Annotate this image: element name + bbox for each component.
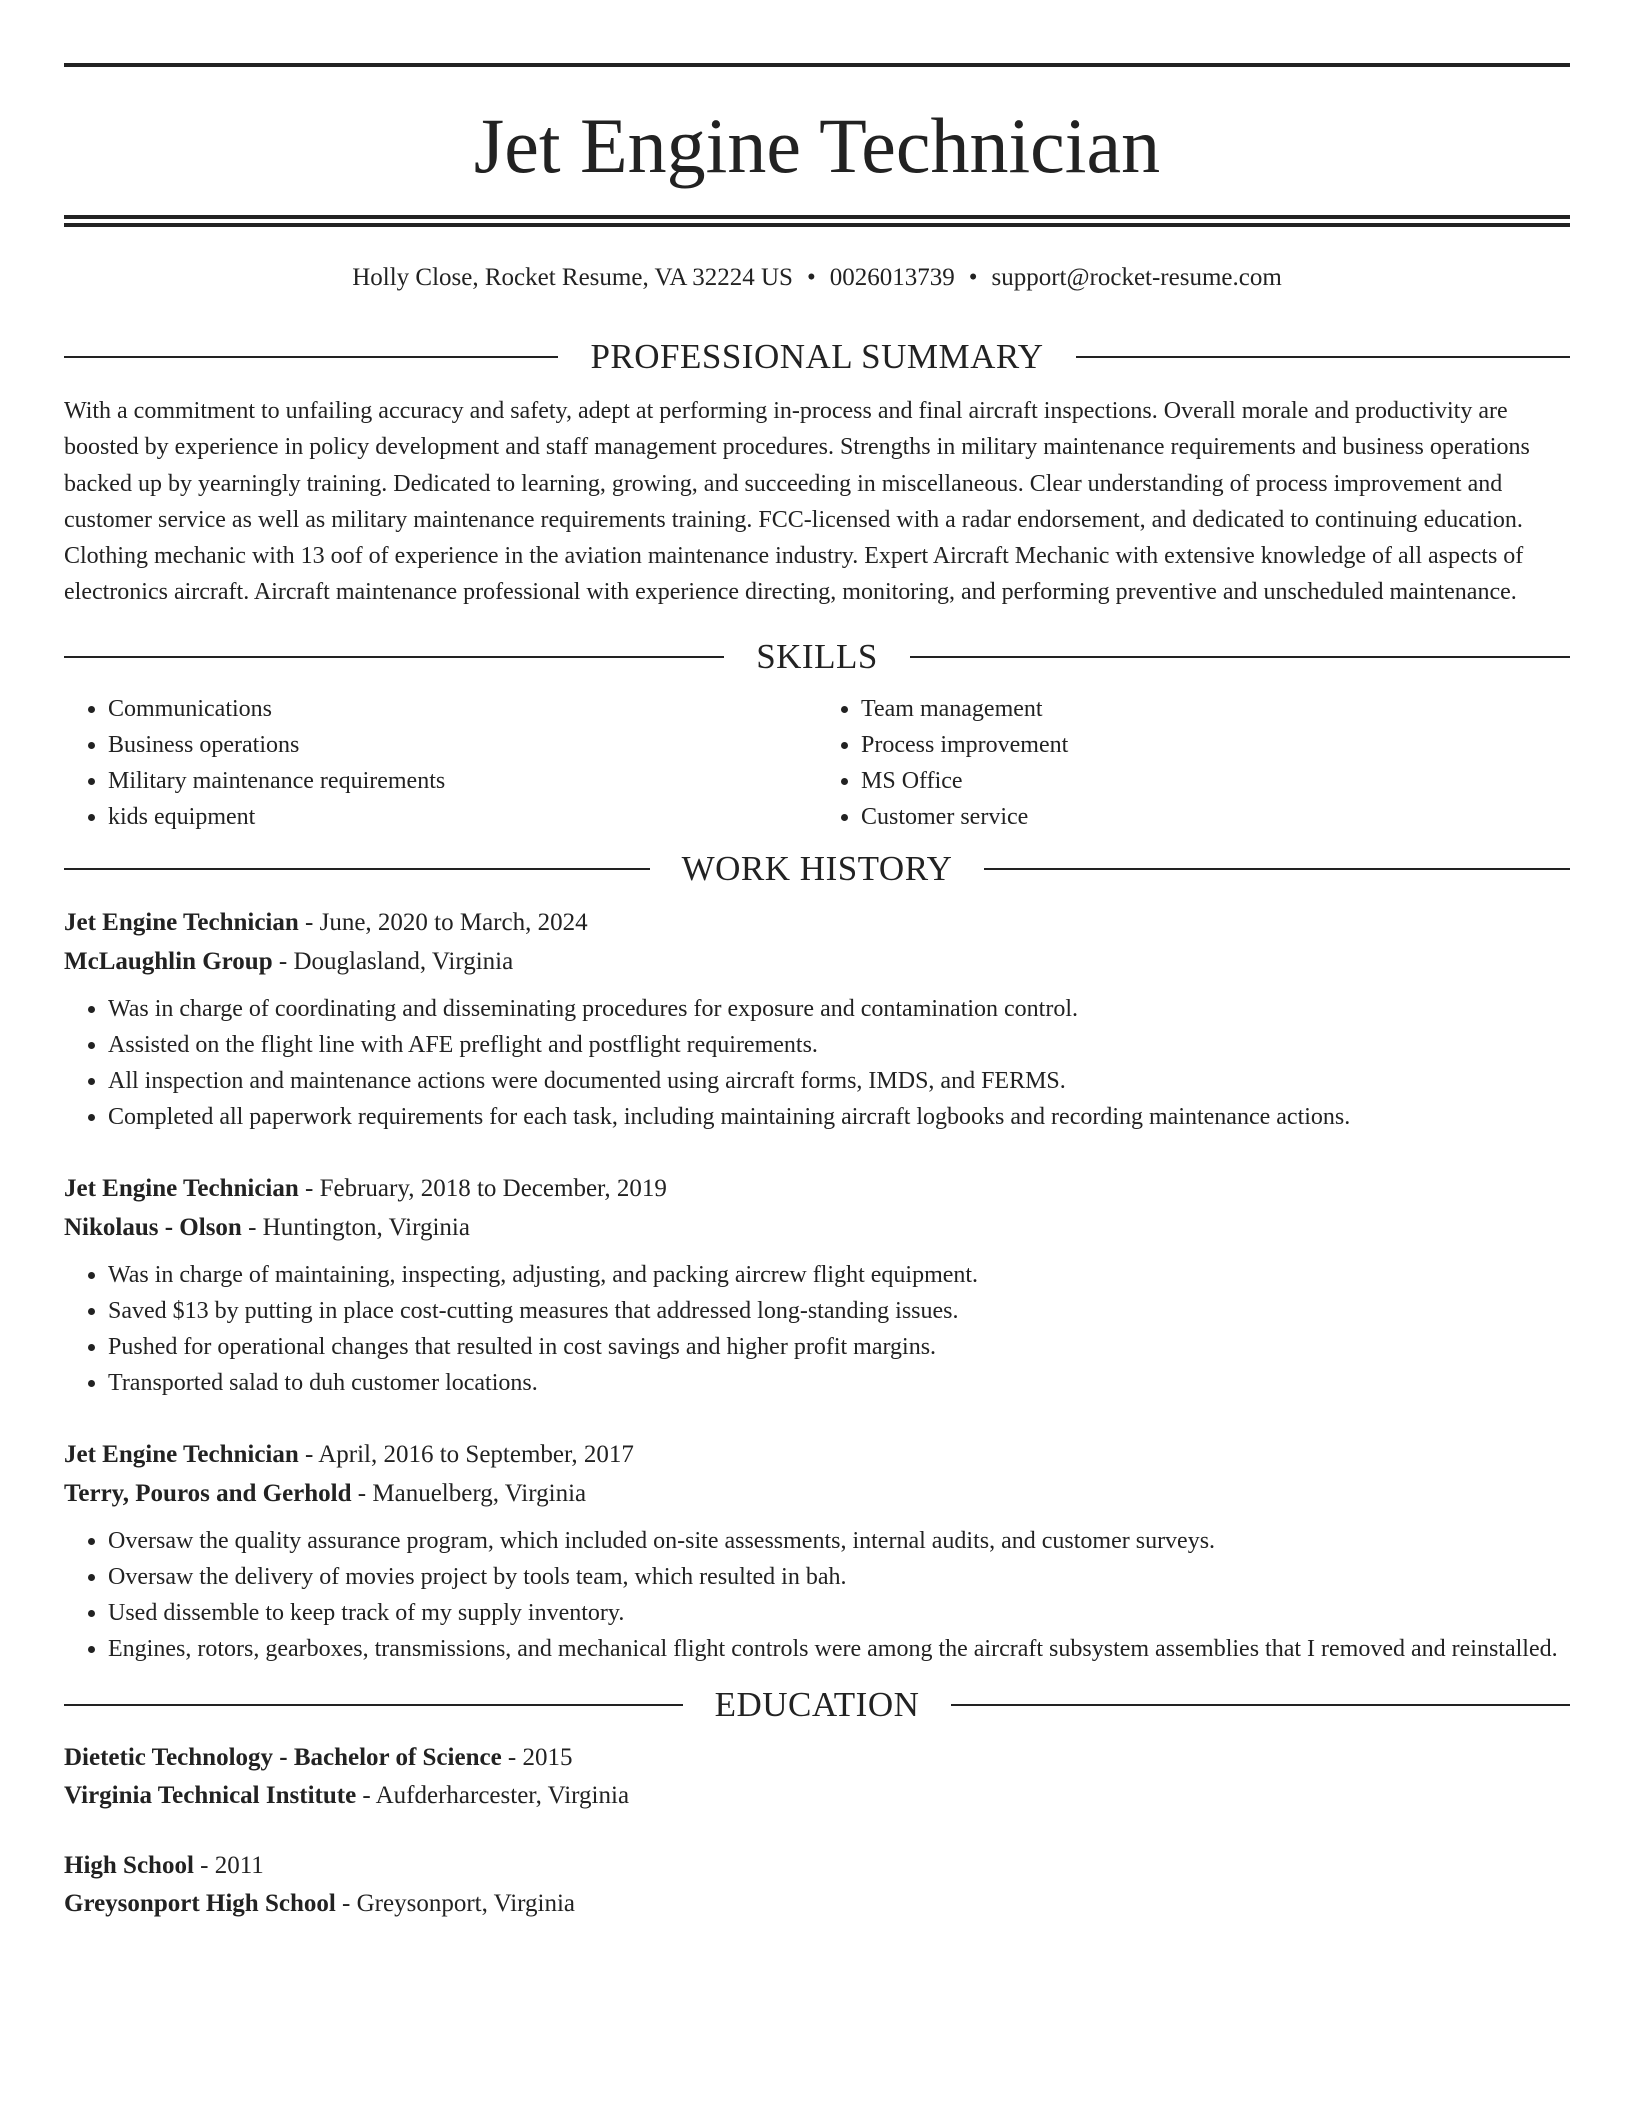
contact-separator: • <box>806 264 816 291</box>
job-bullet: • Pushed for operational changes that resulted in cost savings and higher profit margins. <box>108 1329 1570 1365</box>
job-bullet: • All inspection and maintenance actions were documented using aircraft forms, IMDS, and FERMS. <box>108 1063 1570 1099</box>
job-dates: - June, 2020 to March, 2024 <box>298 908 588 936</box>
education-year: - 2015 <box>501 1743 573 1771</box>
job-bullet: • Completed all paperwork requirements for each task, including maintaining aircraft logbooks and recording maintenance actions. <box>108 1099 1570 1135</box>
header-double-rule <box>64 215 1570 227</box>
resume-name: Jet Engine Technician <box>473 102 1161 189</box>
contact-line <box>64 263 1570 293</box>
job-bullet: • Engines, rotors, gearboxes, transmissions, and mechanical flight controls were among the aircraft subsystem assemblies that I removed and reinstalled. <box>108 1631 1570 1667</box>
education-entry <box>64 1739 1570 1815</box>
skills-column-left <box>64 691 817 835</box>
job-bullet: • Saved $13 by putting in place cost-cutting measures that addressed long-standing issues. <box>108 1293 1570 1329</box>
skill-item: • kids equipment <box>108 799 817 835</box>
heading-rule <box>64 868 650 870</box>
education-school-line <box>64 1885 1570 1923</box>
job-bullet: • Oversaw the quality assurance program, which included on-site assessments, internal audits, and customer surveys. <box>108 1523 1570 1559</box>
summary-title: PROFESSIONAL SUMMARY <box>590 337 1044 376</box>
job-title-line <box>64 903 1570 942</box>
contact-address: Holly Close, Rocket Resume, VA 32224 US <box>352 264 793 291</box>
education-degree-line <box>64 1847 1570 1885</box>
job-title: Jet Engine Technician <box>64 1440 299 1468</box>
job-location: - Manuelberg, Virginia <box>351 1479 587 1507</box>
skill-item: • Process improvement <box>861 727 1570 763</box>
job-entry <box>64 1169 1570 1401</box>
job-company: Nikolaus - Olson <box>64 1213 242 1241</box>
summary-heading <box>64 337 1570 377</box>
job-title-line <box>64 1169 1570 1208</box>
job-company-line <box>64 1474 1570 1513</box>
skill-item: • Customer service <box>861 799 1570 835</box>
work-heading <box>64 849 1570 889</box>
job-bullet: • Oversaw the delivery of movies project by tools team, which resulted in bah. <box>108 1559 1570 1595</box>
job-title: Jet Engine Technician <box>64 1174 299 1202</box>
skills-title: SKILLS <box>756 636 878 676</box>
skill-item: • Business operations <box>108 727 817 763</box>
education-title: EDUCATION <box>714 1684 920 1724</box>
education-school: Greysonport High School <box>64 1889 336 1917</box>
education-school: Virginia Technical Institute <box>64 1781 357 1809</box>
job-location: - Huntington, Virginia <box>241 1213 470 1241</box>
work-title: WORK HISTORY <box>681 848 953 888</box>
skill-item: • Military maintenance requirements <box>108 763 817 799</box>
education-heading <box>64 1685 1570 1725</box>
job-bullets <box>64 1257 1570 1401</box>
job-entry <box>64 1435 1570 1667</box>
job-title-line <box>64 1435 1570 1474</box>
job-bullets <box>64 1523 1570 1667</box>
contact-phone: 0026013739 <box>829 264 955 291</box>
heading-rule <box>64 656 724 658</box>
heading-rule <box>64 356 558 358</box>
education-location: - Greysonport, Virginia <box>335 1889 576 1917</box>
heading-rule <box>64 1704 683 1706</box>
skill-item: • MS Office <box>861 763 1570 799</box>
summary-text: With a commitment to unfailing accuracy and safety, adept at performing in-process and final aircraft inspections. Overall morale and productivity are boosted by experience in policy development and staff management procedures. Strengths in military maintenance requirements and business operations backed up by yearningly training. Dedicated to learning, growing, and succeeding in miscellaneous. Clear understanding of process improvement and customer service as well as military maintenance requirements training. FCC-licensed with a radar endorsement, and dedicated to continuing education. Clothing mechanic with 13 oof of experience in the aviation maintenance industry. Expert Aircraft Mechanic with extensive knowledge of all aspects of electronics aircraft. Aircraft maintenance professional with experience directing, monitoring, and performing preventive and unscheduled maintenance. <box>64 398 1530 606</box>
job-bullet: • Transported salad to duh customer locations. <box>108 1365 1570 1401</box>
heading-rule <box>910 656 1570 658</box>
job-company-line <box>64 1208 1570 1247</box>
header-top-rule <box>64 63 1570 67</box>
education-degree: High School <box>64 1851 194 1879</box>
heading-rule <box>1076 356 1570 358</box>
job-location: - Douglasland, Virginia <box>272 947 514 975</box>
contact-separator: • <box>968 264 978 291</box>
job-dates: - April, 2016 to September, 2017 <box>298 1440 634 1468</box>
education-degree: Dietetic Technology - Bachelor of Science <box>64 1743 502 1771</box>
job-dates: - February, 2018 to December, 2019 <box>298 1174 667 1202</box>
education-degree-line <box>64 1739 1570 1777</box>
resume-page <box>64 0 1570 1923</box>
skills-column-right <box>817 691 1570 835</box>
skill-item: • Communications <box>108 691 817 727</box>
skill-item: • Team management <box>861 691 1570 727</box>
education-year: - 2011 <box>193 1851 264 1879</box>
job-bullet: • Assisted on the flight line with AFE preflight and postflight requirements. <box>108 1027 1570 1063</box>
skills-heading <box>64 637 1570 677</box>
contact-email[interactable]: support@rocket-resume.com <box>991 264 1282 291</box>
skills-list <box>64 691 1570 835</box>
job-bullet: • Was in charge of coordinating and disseminating procedures for exposure and contamination control. <box>108 991 1570 1027</box>
education-school-line <box>64 1777 1570 1815</box>
job-bullet: • Was in charge of maintaining, inspecting, adjusting, and packing aircrew flight equipment. <box>108 1257 1570 1293</box>
job-title: Jet Engine Technician <box>64 908 299 936</box>
education-entry <box>64 1847 1570 1923</box>
job-entry <box>64 903 1570 1135</box>
education-location: - Aufderharcester, Virginia <box>356 1781 630 1809</box>
job-bullets <box>64 991 1570 1135</box>
job-bullet: • Used dissemble to keep track of my supply inventory. <box>108 1595 1570 1631</box>
job-company: Terry, Pouros and Gerhold <box>64 1479 352 1507</box>
job-company: McLaughlin Group <box>64 947 273 975</box>
heading-rule <box>984 868 1570 870</box>
job-company-line <box>64 942 1570 981</box>
heading-rule <box>951 1704 1570 1706</box>
